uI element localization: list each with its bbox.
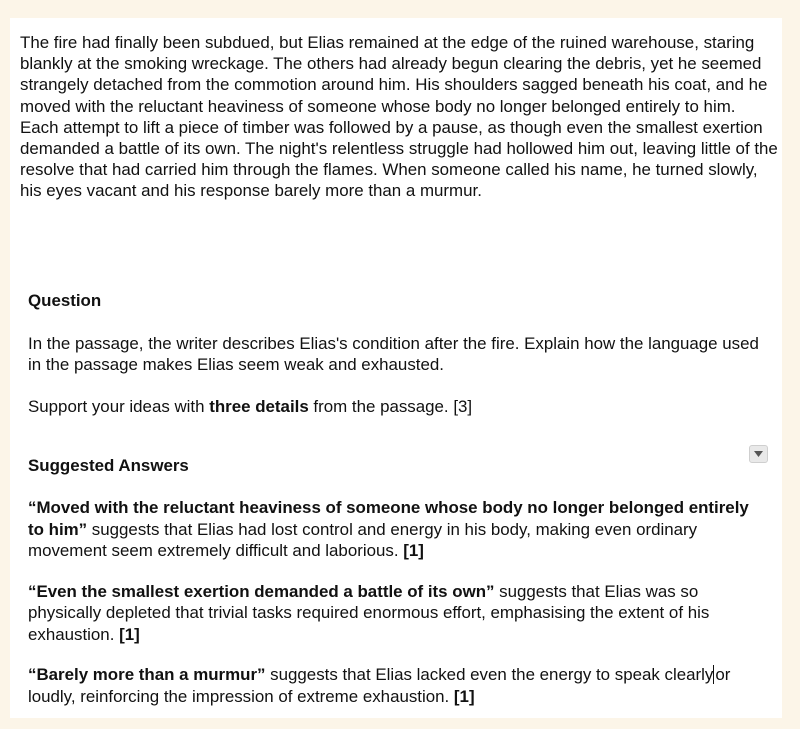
answer-item-2 bbox=[28, 581, 768, 646]
support-suffix: from the passage. [3] bbox=[308, 397, 473, 416]
answer-item-1 bbox=[28, 497, 768, 562]
chevron-down-icon bbox=[754, 451, 763, 457]
answer-mark: [1] bbox=[119, 624, 140, 644]
question-support bbox=[28, 396, 768, 417]
support-prefix: Support your ideas with bbox=[28, 397, 210, 416]
question-heading: Question bbox=[28, 291, 102, 310]
passage-text: The fire had finally been subdued, but Elias remained at the edge of the ruined warehouse, staring blankly at the smoking wreckage. The others had already begun clearing the debris, yet he seemed strangely detached from the commotion around him. His shoulders sagged beneath his coat, and he moved with the reluctant heaviness of someone whose body no longer belonged entirely to him. Each attempt to lift a piece of timber was followed by a pause, as though even the smallest exertion demanded a battle of its own. The night's relentless struggle had hollowed him out, leaving little of the resolve that had carried him through the flames. When someone called his name, he turned slowly, his eyes vacant and his response barely more than a murmur. bbox=[20, 33, 778, 201]
support-bold: three details bbox=[209, 397, 309, 416]
question-prompt: In the passage, the writer describes Elias's condition after the fire. Explain how the language used in the passage makes Elias seem weak and exhausted. bbox=[28, 334, 759, 374]
answer-explanation-before-cursor: suggests that Elias lacked even the energy to speak clearly bbox=[265, 665, 714, 684]
answer-mark: [1] bbox=[453, 686, 475, 706]
answers-dropdown-button[interactable] bbox=[749, 445, 768, 463]
answer-quote: “Even the smallest exertion demanded a battle of its own” bbox=[28, 581, 495, 601]
answers-section bbox=[28, 455, 768, 707]
answer-explanation: suggests that Elias had lost control and energy in his body, making even ordinary movement seem extremely difficult and laborious. bbox=[28, 519, 698, 560]
document-page bbox=[10, 18, 782, 718]
answer-quote: “Moved with the reluctant heaviness of someone whose body no longer belonged entirely to him” bbox=[28, 498, 749, 539]
answer-explanation: suggests that Elias was so physically depleted that trivial tasks required enormous effort, emphasising the extent of his exhaustion. bbox=[28, 581, 710, 644]
answer-item-3[interactable] bbox=[28, 664, 768, 707]
answer-mark: [1] bbox=[403, 541, 424, 560]
answers-heading: Suggested Answers bbox=[28, 456, 189, 475]
question-section bbox=[28, 290, 768, 417]
answer-quote: “Barely more than a murmur” bbox=[28, 665, 266, 684]
answer-explanation-after-cursor: or loudly, reinforcing the impression of extreme exhaustion. bbox=[28, 665, 731, 706]
